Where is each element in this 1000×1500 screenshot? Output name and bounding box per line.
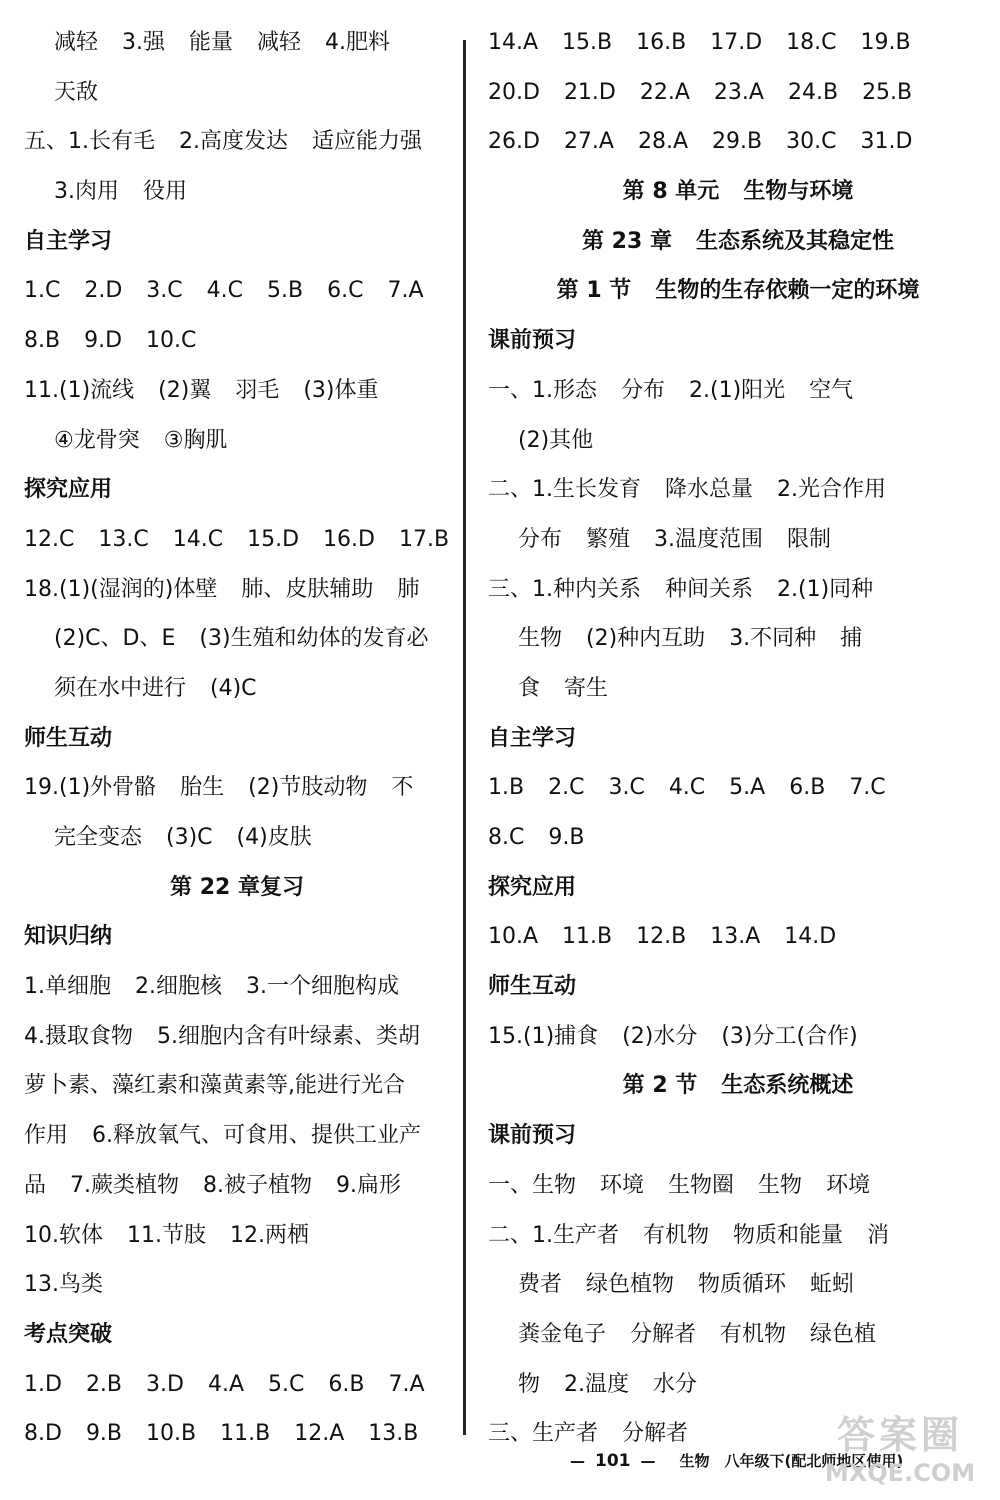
answer-item: 17.B xyxy=(398,526,450,552)
answer-item: 减轻 xyxy=(257,30,302,55)
answer-item: (3)体重 xyxy=(303,377,379,403)
answer-item: 寄生 xyxy=(564,675,609,701)
right-column-line xyxy=(488,813,988,863)
answer-item: (2)水分 xyxy=(622,1023,698,1049)
answer-item: 减轻 xyxy=(54,30,99,55)
answer-item: 生物圈 xyxy=(668,1172,735,1198)
answer-item: 完全变态 xyxy=(54,825,143,850)
answer-item: 考点突破 xyxy=(24,1321,113,1347)
answer-item: 28.A xyxy=(637,129,689,155)
answer-item: 生态系统及其稳定性 xyxy=(695,228,894,254)
left-column-line xyxy=(24,912,450,962)
answer-item: 二、1.生长发育 xyxy=(488,477,641,503)
right-column-line xyxy=(488,465,988,515)
answer-item: 7.A xyxy=(387,278,424,304)
answer-item: 蚯蚓 xyxy=(810,1272,855,1298)
answer-item: 25.B xyxy=(862,79,913,105)
answer-item: 12.C xyxy=(24,526,75,552)
answer-item: (4)C xyxy=(210,675,257,701)
answer-item: 1.单细胞 xyxy=(24,974,111,1000)
answer-item: 物质和能量 xyxy=(733,1222,844,1248)
answer-item: 二、1.生产者 xyxy=(488,1222,619,1248)
left-column-line xyxy=(24,1061,450,1111)
left-column-line xyxy=(24,863,450,913)
left-column-line xyxy=(24,1310,450,1360)
answer-item: 物质循环 xyxy=(698,1272,787,1298)
answer-item: 天敌 xyxy=(54,79,99,105)
answer-item: 6.B xyxy=(328,1371,365,1397)
answer-item: 须在水中进行 xyxy=(54,675,187,701)
answer-item: 1.D xyxy=(24,1371,62,1397)
answer-item: 24.B xyxy=(787,79,839,105)
answer-item: 师生互动 xyxy=(488,974,577,1000)
left-column-line xyxy=(24,1111,450,1161)
answer-item: 3.肉用 xyxy=(54,179,119,205)
right-column-line xyxy=(488,366,988,416)
answer-item: ③胸肌 xyxy=(163,427,228,453)
left-column-line xyxy=(24,1012,450,1062)
answer-item: ④龙骨突 xyxy=(54,427,140,453)
watermark-logo xyxy=(816,1412,984,1494)
answer-item: 肺 xyxy=(397,576,420,602)
answer-item: 4.摄取食物 xyxy=(24,1023,133,1049)
left-column-line xyxy=(24,316,450,366)
left-column-line xyxy=(24,167,450,217)
answer-item: 第 2 节 xyxy=(622,1073,698,1099)
answer-item: 课前预习 xyxy=(488,1123,577,1149)
answer-item: 役用 xyxy=(143,179,188,205)
answer-item: 费者 xyxy=(518,1272,563,1298)
answer-item: 2.D xyxy=(84,278,123,304)
answer-item: 1.C xyxy=(24,278,61,304)
answer-item: 2.温度 xyxy=(564,1371,630,1397)
answer-item: 生态系统概述 xyxy=(721,1073,854,1099)
answer-item: 8.D xyxy=(24,1421,62,1447)
left-column-line xyxy=(24,763,450,813)
answer-item: 分解者 xyxy=(630,1321,697,1347)
answer-item: 5.细胞内含有叶绿素、类胡 xyxy=(157,1023,420,1049)
answer-item: 品 xyxy=(24,1172,47,1198)
answer-item: 繁殖 xyxy=(586,526,631,552)
answer-item: 空气 xyxy=(809,377,854,403)
answer-item: 10.B xyxy=(146,1421,197,1447)
answer-item: 降水总量 xyxy=(665,477,754,503)
answer-item: 4.C xyxy=(668,775,706,801)
answer-item: 6.释放氧气、可食用、提供工业产 xyxy=(92,1123,422,1149)
answer-item: (2)节肢动物 xyxy=(248,775,368,801)
answer-item: 课前预习 xyxy=(488,328,577,354)
answer-item: 3.强 xyxy=(122,30,166,55)
answer-item: 五、1.长有毛 xyxy=(24,129,155,155)
answer-item: 12.B xyxy=(636,924,687,950)
answer-item: 14.D xyxy=(784,924,837,950)
answer-item: 10.软体 xyxy=(24,1222,103,1248)
answer-item: 种间关系 xyxy=(665,576,754,602)
left-column-line xyxy=(24,18,450,68)
answer-item: 分布 xyxy=(621,377,666,403)
answer-item: 6.C xyxy=(327,278,364,304)
answer-item: 11.B xyxy=(220,1421,271,1447)
answer-item: 15.(1)捕食 xyxy=(488,1023,599,1049)
left-column xyxy=(24,18,450,1459)
right-column-line xyxy=(488,912,988,962)
answer-item: 第 23 章 xyxy=(582,228,672,254)
right-column-line xyxy=(488,565,988,615)
answer-item: 4.A xyxy=(207,1371,245,1397)
answer-item: 12.A xyxy=(294,1421,345,1447)
right-column-line xyxy=(488,1111,988,1161)
left-column-line xyxy=(24,1260,450,1310)
right-column-line xyxy=(488,1211,988,1261)
answer-item: 三、生产者 xyxy=(488,1421,599,1447)
answer-item: 5.A xyxy=(729,775,766,801)
answer-item: 2.C xyxy=(548,775,585,801)
answer-item: 9.B xyxy=(85,1421,123,1447)
answer-item: 29.B xyxy=(712,129,763,155)
answer-item: 有机物 xyxy=(643,1222,710,1248)
answer-item: 13.鸟类 xyxy=(24,1272,103,1298)
answer-item: 11.(1)流线 xyxy=(24,377,135,403)
left-column-line xyxy=(24,217,450,267)
answer-item: 23.A xyxy=(713,79,764,105)
answer-item: 7.A xyxy=(388,1371,425,1397)
right-column-line xyxy=(488,68,988,118)
footer-dash-left: — xyxy=(570,1452,585,1470)
answer-item: 第 8 单元 xyxy=(622,179,720,205)
answer-item: 16.D xyxy=(323,526,375,552)
answer-item: 限制 xyxy=(787,526,832,552)
left-column-line xyxy=(24,1161,450,1211)
left-column-line xyxy=(24,1409,450,1459)
answer-item: 生物 xyxy=(518,626,563,652)
right-column-line xyxy=(488,1161,988,1211)
answer-item: (2)种内互助 xyxy=(586,626,706,652)
right-column-line xyxy=(488,316,988,366)
answer-item: 消 xyxy=(867,1222,890,1248)
answer-item: 3.不同种 xyxy=(729,626,817,652)
right-column-line xyxy=(488,117,988,167)
answer-item: 生物与环境 xyxy=(743,179,854,205)
answer-item: 知识归纳 xyxy=(24,924,113,950)
answer-item: (4)皮肤 xyxy=(236,825,312,850)
answer-item: 食 xyxy=(518,675,541,701)
answer-item: (2)其他 xyxy=(518,427,594,453)
footer-dash-right: — xyxy=(640,1452,656,1470)
answer-item: 8.B xyxy=(24,328,61,354)
answer-item: 探究应用 xyxy=(24,477,113,503)
answer-item: 第 1 节 xyxy=(556,278,632,304)
answer-item: 13.B xyxy=(368,1421,419,1447)
answer-item: 3.D xyxy=(146,1371,184,1397)
watermark-top: 答案圈 xyxy=(836,1413,963,1457)
answer-item: 探究应用 xyxy=(488,874,577,900)
answer-item: 19.(1)外骨骼 xyxy=(24,775,157,801)
answer-item: 6.B xyxy=(789,775,826,801)
answer-item: 作用 xyxy=(24,1123,69,1149)
answer-item: 5.C xyxy=(268,1371,305,1397)
answer-item: 2.光合作用 xyxy=(777,477,887,503)
answer-item: 16.B xyxy=(636,30,687,55)
answer-item: 分解者 xyxy=(622,1421,689,1447)
answer-item: 分布 xyxy=(518,526,563,552)
answer-item: 师生互动 xyxy=(24,725,113,751)
right-column-line xyxy=(488,217,988,267)
answer-item: 绿色植 xyxy=(810,1321,877,1347)
answer-item: 14.C xyxy=(172,526,224,552)
answer-item: 2.细胞核 xyxy=(135,974,222,1000)
left-column-line xyxy=(24,962,450,1012)
right-column-line xyxy=(488,416,988,466)
answer-item: 3.C xyxy=(146,278,183,304)
right-column-line xyxy=(488,962,988,1012)
answer-item: 9.D xyxy=(84,328,123,354)
left-column-line xyxy=(24,266,450,316)
answer-item: 3.C xyxy=(608,775,645,801)
left-column-line xyxy=(24,366,450,416)
answer-item: 2.(1)同种 xyxy=(777,576,874,602)
answer-item: 环境 xyxy=(600,1172,645,1198)
right-column-line xyxy=(488,1260,988,1310)
book-info: 生物 八年级下(配北师地区使用) xyxy=(679,1452,904,1470)
answer-item: 10.C xyxy=(146,328,197,354)
answer-item: 不 xyxy=(391,775,414,801)
answer-item: 一、1.形态 xyxy=(488,377,597,403)
answer-item: 31.D xyxy=(860,129,913,155)
left-column-line xyxy=(24,68,450,118)
answer-item: 9.扁形 xyxy=(336,1172,402,1198)
answer-item: 绿色植物 xyxy=(586,1272,675,1298)
left-column-line xyxy=(24,813,450,863)
answer-item: 3.温度范围 xyxy=(654,526,764,552)
answer-item: 一、生物 xyxy=(488,1172,577,1198)
answer-item: (2)翼 xyxy=(158,377,212,403)
answer-item: 18.(1)(湿润的)体壁 xyxy=(24,576,218,602)
answer-item: 生物的生存依赖一定的环境 xyxy=(655,278,920,304)
right-column-line xyxy=(488,664,988,714)
answer-item: (2)C、D、E xyxy=(54,626,176,652)
left-column-line xyxy=(24,1360,450,1410)
answer-item: 22.A xyxy=(639,79,690,105)
answer-item: 26.D xyxy=(488,129,540,155)
right-column-line xyxy=(488,167,988,217)
column-divider xyxy=(463,40,466,1435)
answer-item: 三、1.种内关系 xyxy=(488,576,641,602)
answer-item: 环境 xyxy=(826,1172,871,1198)
right-column-line xyxy=(488,515,988,565)
answer-item: 20.D xyxy=(488,79,540,105)
answer-item: 2.高度发达 xyxy=(179,129,288,155)
answer-item: 捕 xyxy=(840,626,863,652)
answer-item: (3)生殖和幼体的发育必 xyxy=(199,626,429,652)
answer-item: 能量 xyxy=(189,30,234,55)
answer-item: 21.D xyxy=(563,79,616,105)
answer-item: 物 xyxy=(518,1371,541,1397)
answer-item: 15.B xyxy=(562,30,613,55)
answer-item: 8.C xyxy=(488,825,525,850)
answer-item: 2.B xyxy=(85,1371,123,1397)
answer-item: 11.B xyxy=(562,924,613,950)
answer-item: 15.D xyxy=(247,526,300,552)
answer-item: 13.C xyxy=(98,526,149,552)
answer-item: 18.C xyxy=(786,30,837,55)
left-column-line xyxy=(24,664,450,714)
page-number: 101 xyxy=(595,1451,631,1471)
answer-item: 27.A xyxy=(563,129,614,155)
answer-item: 羽毛 xyxy=(235,377,280,403)
answer-item: 自主学习 xyxy=(24,228,113,254)
right-column-line xyxy=(488,1310,988,1360)
answer-item: 4.肥料 xyxy=(325,30,391,55)
answer-item: 30.C xyxy=(786,129,837,155)
answer-item: 5.B xyxy=(267,278,304,304)
answer-item: 9.B xyxy=(548,825,585,850)
answer-item: 第 22 章复习 xyxy=(170,874,304,900)
answer-item: 14.A xyxy=(488,30,539,55)
answer-item: 19.B xyxy=(860,30,911,55)
answer-item: 10.A xyxy=(488,924,539,950)
right-column-line xyxy=(488,863,988,913)
answer-item: 3.一个细胞构成 xyxy=(246,974,399,1000)
right-column-line xyxy=(488,1012,988,1062)
answer-item: 1.B xyxy=(488,775,525,801)
answer-item: 2.(1)阳光 xyxy=(689,377,786,403)
left-column-line xyxy=(24,515,450,565)
right-column-line xyxy=(488,763,988,813)
left-column-line xyxy=(24,714,450,764)
answer-item: 萝卜素、藻红素和藻黄素等,能进行光合 xyxy=(24,1073,405,1099)
answer-item: 胎生 xyxy=(180,775,225,801)
answer-item: 生物 xyxy=(758,1172,803,1198)
right-column-line xyxy=(488,18,988,68)
left-column-line xyxy=(24,117,450,167)
answer-item: (3)分工(合作) xyxy=(721,1023,858,1049)
right-column-line xyxy=(488,614,988,664)
right-column-line xyxy=(488,1061,988,1111)
answer-item: 7.蕨类植物 xyxy=(70,1172,180,1198)
answer-item: 4.C xyxy=(206,278,244,304)
answer-item: 粪金龟子 xyxy=(518,1321,607,1347)
left-column-line xyxy=(24,565,450,615)
right-column-line xyxy=(488,266,988,316)
answer-item: 8.被子植物 xyxy=(203,1172,313,1198)
answer-item: (3)C xyxy=(166,825,213,850)
right-column-line xyxy=(488,1360,988,1410)
left-column-line xyxy=(24,1211,450,1261)
watermark-bottom: MXQE.COM xyxy=(824,1459,976,1487)
answer-item: 7.C xyxy=(849,775,886,801)
left-column-line xyxy=(24,614,450,664)
answer-item: 有机物 xyxy=(720,1321,787,1347)
answer-item: 11.节肢 xyxy=(127,1222,206,1248)
answer-item: 12.两栖 xyxy=(230,1222,309,1248)
left-column-line xyxy=(24,465,450,515)
answer-item: 肺、皮肤辅助 xyxy=(241,576,374,602)
answer-item: 自主学习 xyxy=(488,725,577,751)
left-column-line xyxy=(24,416,450,466)
answer-item: 13.A xyxy=(710,924,761,950)
right-column xyxy=(488,18,988,1459)
right-column-line xyxy=(488,714,988,764)
answer-item: 水分 xyxy=(653,1371,698,1397)
answer-item: 17.D xyxy=(710,30,763,55)
answer-item: 适应能力强 xyxy=(312,129,423,155)
